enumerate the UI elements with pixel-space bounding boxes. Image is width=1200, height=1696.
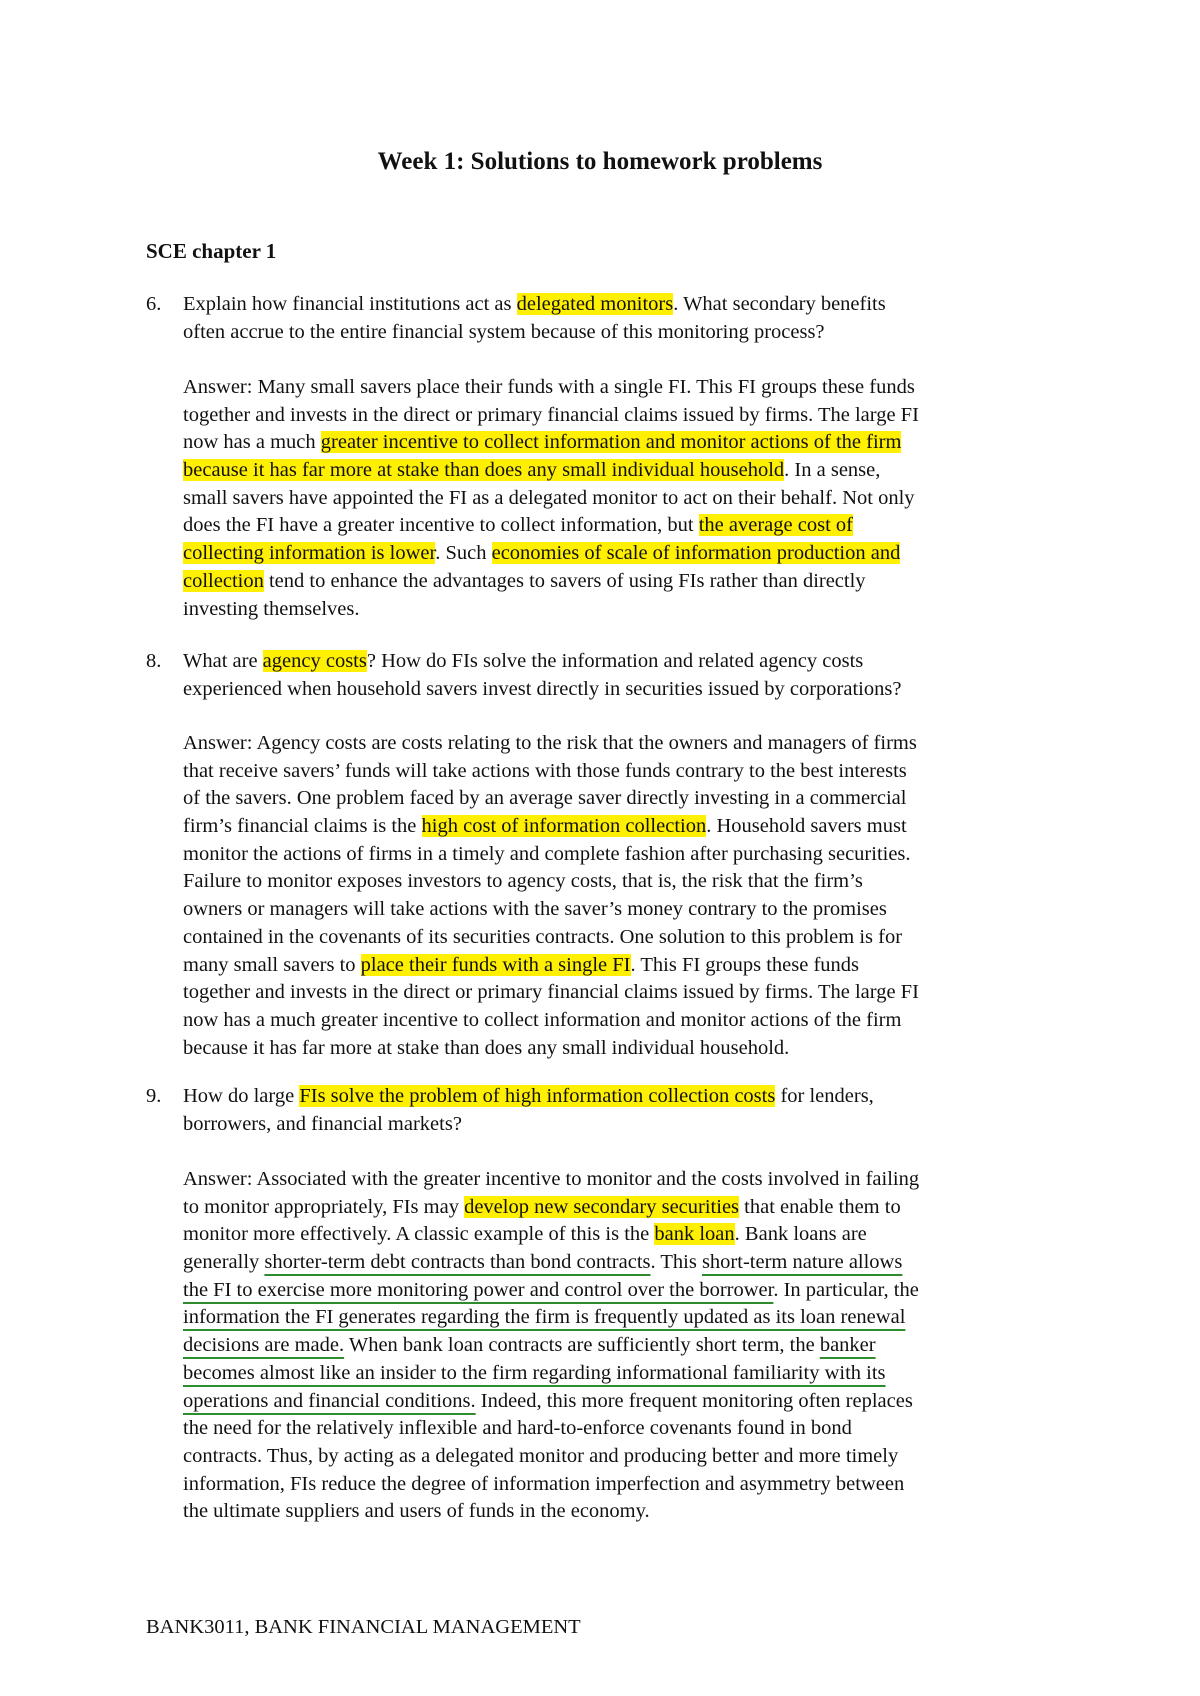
text-run: experienced when household savers invest directly in securities issued by corporations? xyxy=(183,677,902,700)
text-run: because it has far more at stake than does any small individual household. xyxy=(183,1036,790,1059)
text-run: monitor the actions of firms in a timely and complete fashion after purchasing securities. xyxy=(183,842,911,865)
text-run: firm’s financial claims is the xyxy=(183,815,422,838)
highlighted-text: agency costs xyxy=(262,650,367,672)
section-heading: SCE chapter 1 xyxy=(146,239,277,263)
answer-line xyxy=(183,1360,1083,1388)
underlined-text: decisions are made. xyxy=(183,1334,345,1357)
text-run: . Household savers must xyxy=(706,815,907,838)
text-run: Answer: Agency costs are costs relating to the risk that the owners and managers of firms xyxy=(183,732,917,754)
answer-line xyxy=(183,512,1083,540)
text-run: . Bank loans are xyxy=(734,1223,867,1246)
answer-line xyxy=(183,979,1083,1007)
answer-line xyxy=(183,1498,1083,1526)
answer-line xyxy=(183,429,1083,457)
text-run: monitor more effectively. A classic example of this is the xyxy=(183,1223,655,1246)
answer-line xyxy=(183,952,1083,980)
text-run: Answer: Many small savers place their funds with a single FI. This FI groups these funds xyxy=(183,376,915,398)
answer-line xyxy=(183,540,1083,568)
text-run: generally xyxy=(183,1251,265,1274)
highlighted-text: economies of scale of information production and xyxy=(491,542,901,565)
highlighted-text: delegated monitors xyxy=(516,293,674,315)
question-line xyxy=(183,676,1083,704)
underlined-text: short-term nature allows xyxy=(701,1251,903,1274)
text-run: does the FI have a greater incentive to collect information, but xyxy=(183,514,699,537)
text-run: tend to enhance the advantages to savers of using FIs rather than directly xyxy=(263,569,866,592)
answer-line xyxy=(183,1471,1083,1499)
text-run: . This FI groups these funds xyxy=(630,953,860,976)
text-run: that receive savers’ funds will take actions with those funds contrary to the best interests xyxy=(183,759,907,782)
highlighted-text: FIs solve the problem of high information collection costs xyxy=(299,1085,776,1107)
text-run: Indeed, this more frequent monitoring often replaces xyxy=(475,1389,913,1412)
answer-6-block xyxy=(183,374,1083,623)
underlined-text: operations and financial conditions. xyxy=(183,1389,476,1412)
answer-line xyxy=(183,485,1083,513)
text-run: together and invests in the direct or primary financial claims issued by firms. The large FI xyxy=(183,981,919,1004)
highlighted-text: bank loan xyxy=(654,1223,735,1246)
text-run: contracts. Thus, by acting as a delegated monitor and producing better and more timely xyxy=(183,1444,899,1467)
answer-line xyxy=(183,730,1083,758)
text-run: to monitor appropriately, FIs may xyxy=(183,1195,465,1218)
answer-line xyxy=(183,1443,1083,1471)
question-9-block xyxy=(146,1083,1083,1138)
text-run: . In particular, the xyxy=(773,1278,919,1301)
question-line xyxy=(183,1083,1083,1111)
text-run: now has a much greater incentive to collect information and monitor actions of the firm xyxy=(183,1008,902,1031)
text-run: . This xyxy=(650,1251,702,1274)
question-line xyxy=(183,1111,1083,1139)
question-8-block xyxy=(146,648,1083,703)
answer-line xyxy=(183,1249,1083,1277)
text-run: that enable them to xyxy=(739,1195,901,1218)
text-run: . In a sense, xyxy=(784,459,881,482)
answer-line xyxy=(183,1166,1083,1194)
text-run: How do large xyxy=(183,1085,300,1107)
answer-line xyxy=(183,596,1083,624)
answer-line xyxy=(183,374,1083,402)
text-run: owners or managers will take actions with the saver’s money contrary to the promises xyxy=(183,898,887,921)
question-line xyxy=(183,648,1083,676)
question-number: 9. xyxy=(146,1085,162,1107)
underlined-text: the FI to exercise more monitoring power and control over the borrower xyxy=(183,1278,774,1301)
text-run: contained in the covenants of its securities contracts. One solution to this problem is for xyxy=(183,925,903,948)
answer-line xyxy=(183,457,1083,485)
text-run: . Such xyxy=(435,542,492,565)
text-run: ? How do FIs solve the information and related agency costs xyxy=(366,650,864,672)
highlighted-text: collection xyxy=(183,569,264,592)
answer-line xyxy=(183,1221,1083,1249)
question-number: 8. xyxy=(146,650,162,672)
question-number: 6. xyxy=(146,293,162,315)
answer-line xyxy=(183,924,1083,952)
answer-8-block xyxy=(183,730,1083,1062)
question-6-block xyxy=(146,291,1083,346)
highlighted-text: because it has far more at stake than does any small individual household xyxy=(183,459,785,482)
question-line xyxy=(183,319,1083,347)
underlined-text: banker xyxy=(819,1334,876,1357)
text-run: many small savers to xyxy=(183,953,361,976)
text-run: borrowers, and financial markets? xyxy=(183,1112,462,1135)
underlined-text: becomes almost like an insider to the firm regarding informational familiarity with its xyxy=(183,1361,886,1384)
highlighted-text: high cost of information collection xyxy=(421,815,707,838)
answer-line xyxy=(183,813,1083,841)
answer-line xyxy=(183,1388,1083,1416)
page-footer: BANK3011, BANK FINANCIAL MANAGEMENT xyxy=(146,1616,581,1638)
text-run: information, FIs reduce the degree of information imperfection and asymmetry between xyxy=(183,1472,905,1495)
text-run: Answer: Associated with the greater incentive to monitor and the costs involved in failing xyxy=(183,1168,920,1190)
text-run: often accrue to the entire financial system because of this monitoring process? xyxy=(183,320,825,343)
underlined-text: shorter-term debt contracts than bond contracts xyxy=(264,1251,651,1274)
answer-line xyxy=(183,896,1083,924)
answer-line xyxy=(183,1194,1083,1222)
text-run: Explain how financial institutions act as xyxy=(183,293,517,315)
highlighted-text: develop new secondary securities xyxy=(464,1195,740,1218)
highlighted-text: collecting information is lower xyxy=(183,542,436,565)
highlighted-text: place their funds with a single FI xyxy=(360,953,631,976)
text-run: small savers have appointed the FI as a delegated monitor to act on their behalf. Not only xyxy=(183,486,915,509)
answer-line xyxy=(183,868,1083,896)
answer-9-block xyxy=(183,1166,1083,1526)
text-run: What are xyxy=(183,650,263,672)
answer-line xyxy=(183,1415,1083,1443)
question-line xyxy=(183,291,1083,319)
answer-line xyxy=(183,1304,1083,1332)
answer-line xyxy=(183,1007,1083,1035)
answer-line xyxy=(183,402,1083,430)
highlighted-text: the average cost of xyxy=(698,514,853,537)
text-run: . What secondary benefits xyxy=(673,293,886,315)
answer-line xyxy=(183,568,1083,596)
answer-line xyxy=(183,1332,1083,1360)
text-run: investing themselves. xyxy=(183,597,360,620)
text-run: Failure to monitor exposes investors to agency costs, that is, the risk that the firm’s xyxy=(183,870,863,893)
answer-line xyxy=(183,785,1083,813)
text-run: together and invests in the direct or primary financial claims issued by firms. The large FI xyxy=(183,403,919,426)
text-run: the need for the relatively inflexible and hard-to-enforce covenants found in bond xyxy=(183,1417,852,1440)
text-run: the ultimate suppliers and users of funds in the economy. xyxy=(183,1500,650,1523)
answer-line xyxy=(183,841,1083,869)
answer-line xyxy=(183,1277,1083,1305)
text-run: now has a much xyxy=(183,431,321,454)
text-run: When bank loan contracts are sufficiently short term, the xyxy=(344,1334,820,1357)
page-title: Week 1: Solutions to homework problems xyxy=(377,148,823,175)
answer-line xyxy=(183,1035,1083,1063)
underlined-text: information the FI generates regarding the firm is frequently updated as its loan renewal xyxy=(183,1306,906,1329)
text-run: of the savers. One problem faced by an average saver directly investing in a commercial xyxy=(183,787,907,810)
answer-line xyxy=(183,758,1083,786)
text-run: for lenders, xyxy=(775,1085,874,1107)
highlighted-text: greater incentive to collect information and monitor actions of the firm xyxy=(320,431,902,454)
